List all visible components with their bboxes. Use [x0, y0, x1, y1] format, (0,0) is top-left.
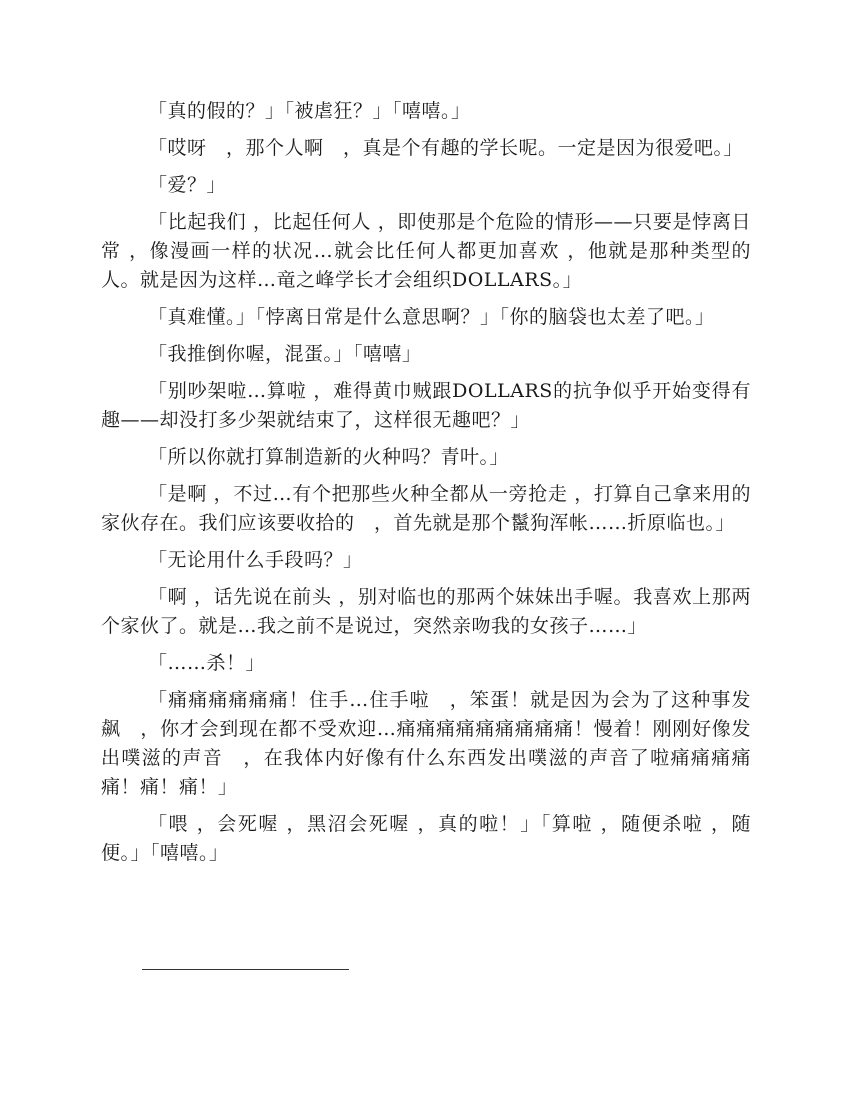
dialogue-paragraph: 「无论用什么手段吗？」 — [148, 549, 363, 571]
dialogue-paragraph: 「哎呀 ，那个人啊 ，真是个有趣的学长呢。一定是因为很爱吧。」 — [148, 137, 744, 159]
dialogue-paragraph: 「是啊 ，不过…有个把那些火种全都从一旁抢走 ，打算自己拿来用的家伙存在。我们应该要收拾的 ，首先就是那个鬣狗浑帐……折原临也。」 — [101, 483, 751, 534]
dialogue-paragraph: 「真难懂。」「悖离日常是什么意思啊？」「你的脑袋也太差了吧。」 — [148, 306, 715, 328]
document-body — [101, 97, 751, 876]
dialogue-paragraph: 「爱？」 — [148, 174, 227, 196]
dialogue-paragraph: 「比起我们 ，比起任何人 ，即使那是个危险的情形——只要是悖离日常 ，像漫画一样的状况…就会比任何人都更加喜欢 ，他就是那种类型的人。就是因为这样…竜之峰学长才会组织DOLLARS。」 — [101, 211, 751, 291]
dialogue-paragraph: 「所以你就打算制造新的火种吗？青叶。」 — [148, 446, 510, 468]
dialogue-paragraph: 「……杀！」 — [148, 652, 266, 674]
dialogue-paragraph: 「真的假的？」「被虐狂？」「嘻嘻。」 — [148, 100, 471, 122]
dialogue-paragraph: 「别吵架啦…算啦 ，难得黄巾贼跟DOLLARS的抗争似乎开始变得有趣——却没打多少架就结束了，这样很无趣吧？」 — [101, 380, 751, 431]
section-divider — [142, 969, 349, 970]
dialogue-paragraph: 「啊 ，话先说在前头 ，别对临也的那两个妹妹出手喔。我喜欢上那两个家伙了。就是…我之前不是说过，突然亲吻我的女孩子……」 — [101, 586, 751, 637]
dialogue-paragraph: 「痛痛痛痛痛痛！住手…住手啦 ，笨蛋！就是因为会为了这种事发飙 ，你才会到现在都不受欢迎…痛痛痛痛痛痛痛痛痛！慢着！刚刚好像发出噗滋的声音 ，在我体内好像有什么东西发出噗滋的声音了啦痛痛痛痛痛！痛！痛！」 — [101, 689, 751, 798]
dialogue-paragraph: 「喂 ，会死喔 ，黑沼会死喔 ，真的啦！」「算啦 ，随便杀啦 ，随便。」「嘻嘻。」 — [101, 813, 751, 864]
dialogue-paragraph: 「我推倒你喔，混蛋。」「嘻嘻」 — [148, 343, 422, 365]
